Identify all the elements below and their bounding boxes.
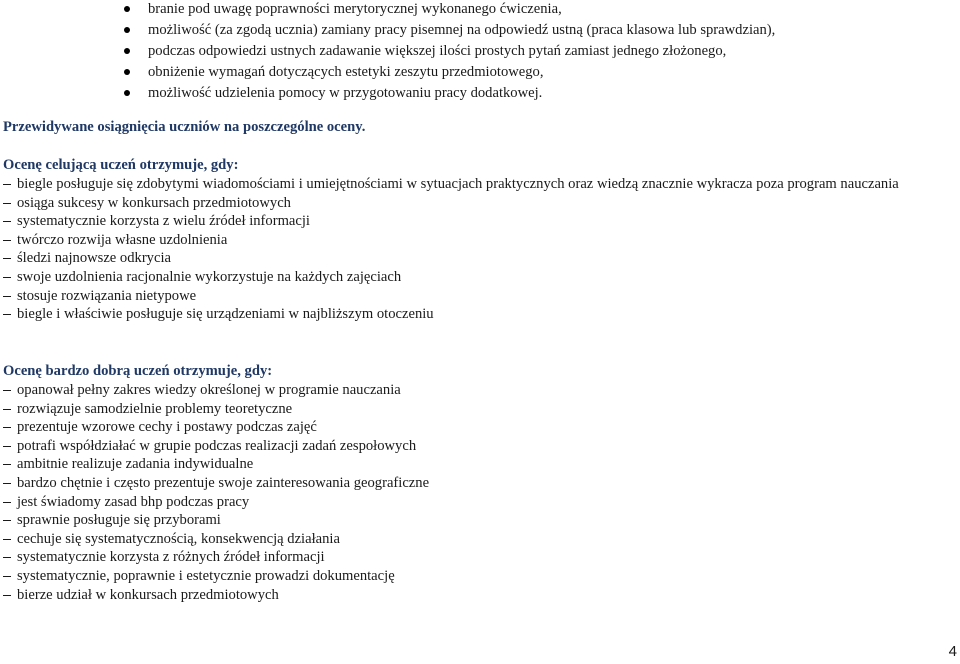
bullet-text: branie pod uwagę poprawności merytorycznej wykonanego ćwiczenia,: [148, 1, 562, 17]
list-item: osiąga sukcesy w konkursach przedmiotowych: [3, 194, 950, 213]
bullet-item: [0, 62, 775, 83]
grade-bardzo-dobra-title: Ocenę bardzo dobrą uczeń otrzymuje, gdy:: [3, 363, 273, 379]
bullet-item: [0, 20, 775, 41]
list-item: rozwiązuje samodzielnie problemy teoretyczne: [3, 400, 950, 419]
list-item: bardzo chętnie i często prezentuje swoje zainteresowania geograficzne: [3, 474, 950, 493]
list-item: opanował pełny zakres wiedzy określonej w programie nauczania: [3, 381, 950, 400]
dash-icon: [3, 595, 11, 596]
bullet-text: podczas odpowiedzi ustnych zadawanie większej ilości prostych pytań zamiast jednego złożonego,: [148, 43, 727, 59]
list-item: stosuje rozwiązania nietypowe: [3, 287, 950, 306]
list-item: cechuje się systematycznością, konsekwencją działania: [3, 530, 950, 549]
dash-icon: [3, 464, 11, 465]
dash-icon: [3, 296, 11, 297]
list-item: prezentuje wzorowe cechy i postawy podczas zajęć: [3, 418, 950, 437]
dash-icon: [3, 539, 11, 540]
grade-celujaca-list: [3, 175, 950, 324]
bullet-text: możliwość (za zgodą ucznia) zamiany pracy pisemnej na odpowiedź ustną (praca klasowa lub sprawdzian),: [148, 22, 776, 38]
list-item: bierze udział w konkursach przedmiotowych: [3, 586, 950, 605]
dash-icon: [3, 258, 11, 259]
grade-celujaca-section: [3, 155, 950, 324]
list-item: potrafi współdziałać w grupie podczas realizacji zadań zespołowych: [3, 437, 950, 456]
list-item: systematycznie, poprawnie i estetycznie prowadzi dokumentację: [3, 567, 950, 586]
list-item: ambitnie realizuje zadania indywidualne: [3, 455, 950, 474]
list-item: swoje uzdolnienia racjonalnie wykorzystuje na każdych zajęciach: [3, 268, 950, 287]
dash-icon: [3, 446, 11, 447]
dash-icon: [3, 184, 11, 185]
list-item: systematycznie korzysta z różnych źródeł informacji: [3, 548, 950, 567]
dash-icon: [3, 409, 11, 410]
section-heading: Przewidywane osiągnięcia uczniów na poszczególne oceny.: [3, 119, 366, 135]
accommodations-bullet-list: [0, 0, 775, 104]
grade-bardzo-dobra-section: [3, 361, 950, 604]
dash-icon: [3, 427, 11, 428]
grade-celujaca-title: Ocenę celującą uczeń otrzymuje, gdy:: [3, 157, 239, 173]
dash-icon: [3, 314, 11, 315]
dash-icon: [3, 221, 11, 222]
bullet-dot-icon: [124, 6, 130, 12]
page-number: 4: [948, 643, 957, 660]
dash-icon: [3, 576, 11, 577]
list-item: jest świadomy zasad bhp podczas pracy: [3, 493, 950, 512]
bullet-dot-icon: [124, 27, 130, 33]
bullet-item: [0, 41, 775, 62]
list-item: biegle posługuje się zdobytymi wiadomościami i umiejętnościami w sytuacjach praktycznych oraz wiedzą znacznie wykracza poza program nauczania: [3, 175, 950, 194]
bullet-text: możliwość udzielenia pomocy w przygotowaniu pracy dodatkowej.: [148, 85, 543, 101]
list-item: twórczo rozwija własne uzdolnienia: [3, 231, 950, 250]
bullet-dot-icon: [124, 69, 130, 75]
list-item: systematycznie korzysta z wielu źródeł informacji: [3, 212, 950, 231]
bullet-dot-icon: [124, 90, 130, 96]
list-item: sprawnie posługuje się przyborami: [3, 511, 950, 530]
dash-icon: [3, 557, 11, 558]
bullet-text: obniżenie wymagań dotyczących estetyki zeszytu przedmiotowego,: [148, 64, 544, 80]
dash-icon: [3, 520, 11, 521]
bullet-item: [0, 0, 775, 20]
dash-icon: [3, 277, 11, 278]
grade-bardzo-dobra-list: [3, 381, 950, 604]
dash-icon: [3, 483, 11, 484]
dash-icon: [3, 240, 11, 241]
bullet-item: [0, 83, 775, 104]
bullet-dot-icon: [124, 48, 130, 54]
dash-icon: [3, 390, 11, 391]
dash-icon: [3, 502, 11, 503]
list-item: śledzi najnowsze odkrycia: [3, 249, 950, 268]
dash-icon: [3, 203, 11, 204]
list-item: biegle i właściwie posługuje się urządzeniami w najbliższym otoczeniu: [3, 305, 950, 324]
